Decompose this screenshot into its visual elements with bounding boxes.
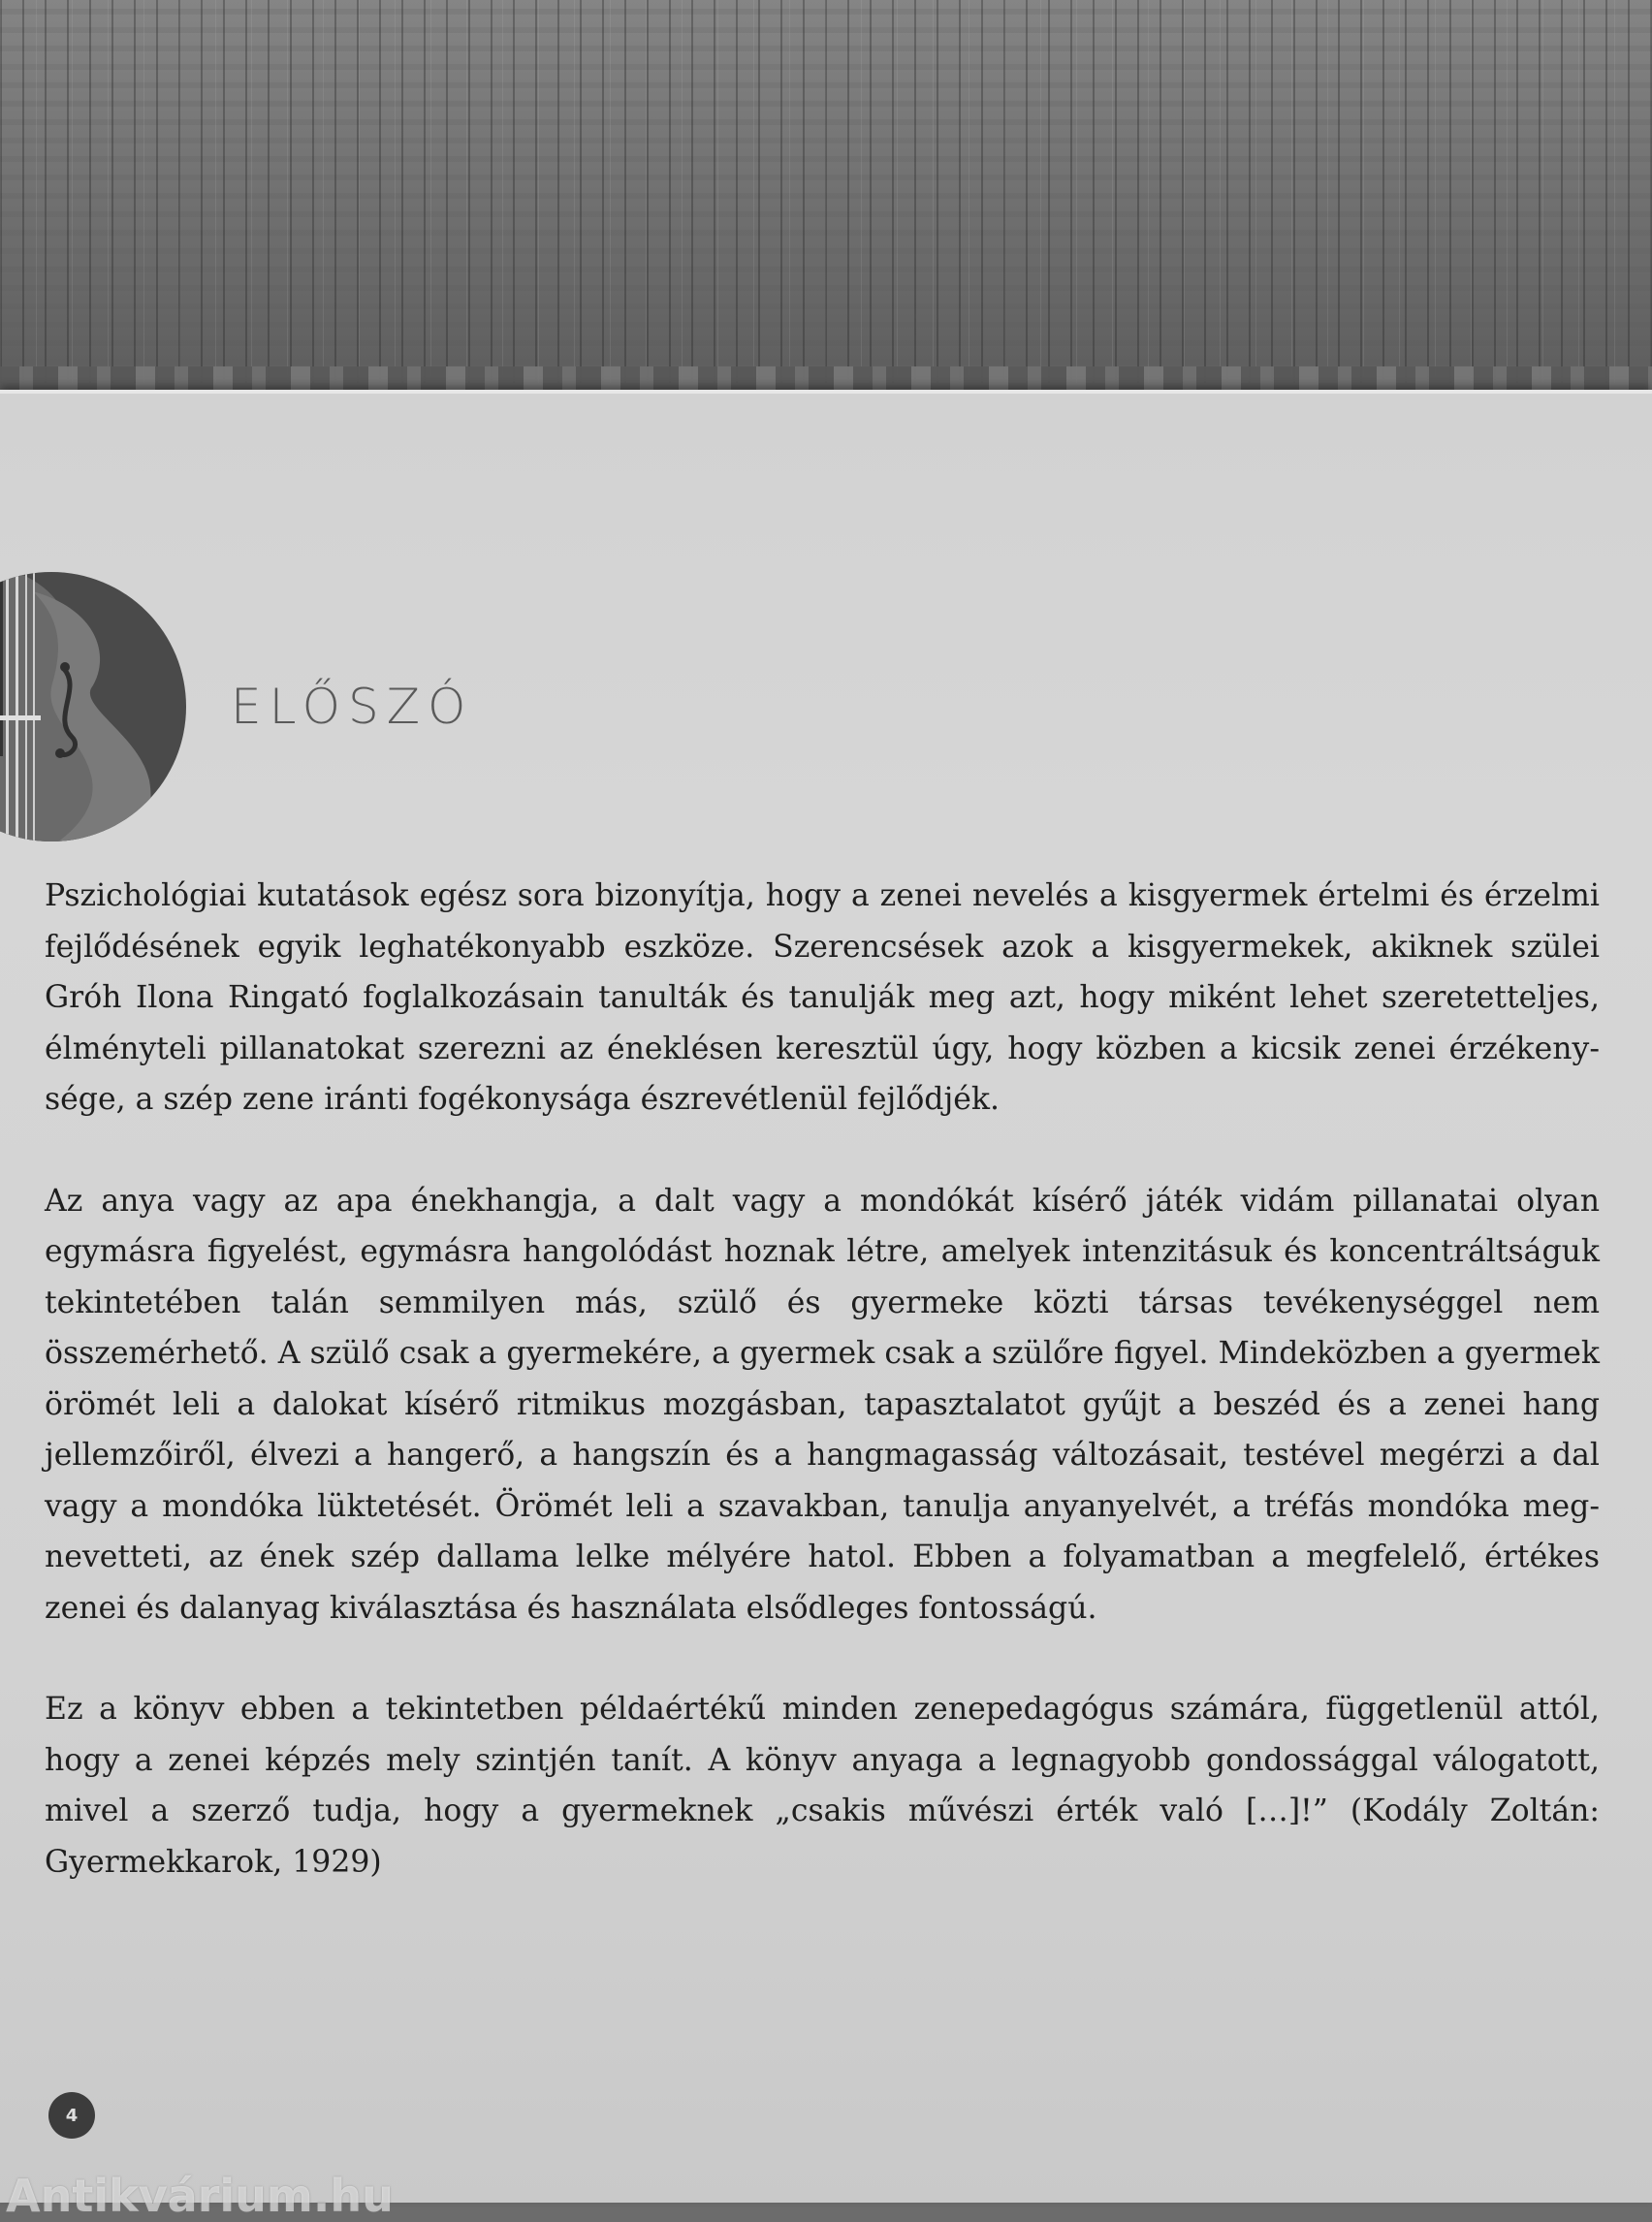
page-number-badge: 4 xyxy=(48,2092,95,2139)
foreword-text xyxy=(45,871,1600,1938)
paragraph-2: Az anya vagy az apa énekhangja, a dalt vagy a mondókát kísérő játék vidám pillanatai olyan egymásra figyelést, egymásra hangolódást hoznak létre, amelyek intenzitásuk és koncentráltságuk tekintetében talán semmilyen más, szülő és gyermeke közti társas tevékenységgel nem összemérhető. A szülő csak a gyermekére, a gyermek csak a szülőre figyel. Mindeközben a gyermek örömét leli a dalokat kísérő ritmikus mozgásban, tapasztalatot gyűjt a beszéd és a zenei hang jellemzőiről, élvezi a hangerő, a hangszín és a hangmagasság változásait, testével megérzi a dal vagy a mondóka lüktetését. Örömét leli a szavakban, tanulja anyanyelvét, a tréfás mondóka megnevetteti, az ének szép dallama lelke mélyére hatol. Ebben a folyamatban a megfelelő, értékes zenei és dalanyag kiválasztása és használata elsődleges fontosságú. xyxy=(45,1183,1600,1626)
paragraph-1: Pszichológiai kutatások egész sora bizonyítja, hogy a zenei nevelés a kisgyermek értelmi és érzelmi fejlődésének egyik leghatékonyabb eszköze. Szerencsések azok a kisgyermekek, akiknek szülei Gróh Ilona Ringató foglalkozásain tanulták és tanulják meg azt, hogy miként lehet szeretetteljes, élményteli pillanatokat szerezni az éneklésen keresztül úgy, hogy közben a kicsik zenei érzékenysége, a szép zene iránti fogékonysága észrevétlenül fejlődjék. xyxy=(45,878,1600,1117)
cover-decorative-strip xyxy=(0,366,1652,392)
book-cover-background xyxy=(0,0,1652,383)
page-title: ELŐSZÓ xyxy=(231,679,474,735)
paragraph-3: Ez a könyv ebben a tekintetben példaértékű minden zenepedagógus számára, függetlenül attól, hogy a zenei képzés mely szintjén tanít. A könyv anyaga a legnagyobb gondossággal válogatott, mivel a szerző tudja, hogy a gyermeknek „csakis művészi érték való […]!” (Kodály Zoltán: Gyermekkarok, 1929) xyxy=(45,1692,1600,1880)
page-edge xyxy=(0,390,1652,394)
watermark: Antikvárium.hu xyxy=(6,2170,394,2222)
